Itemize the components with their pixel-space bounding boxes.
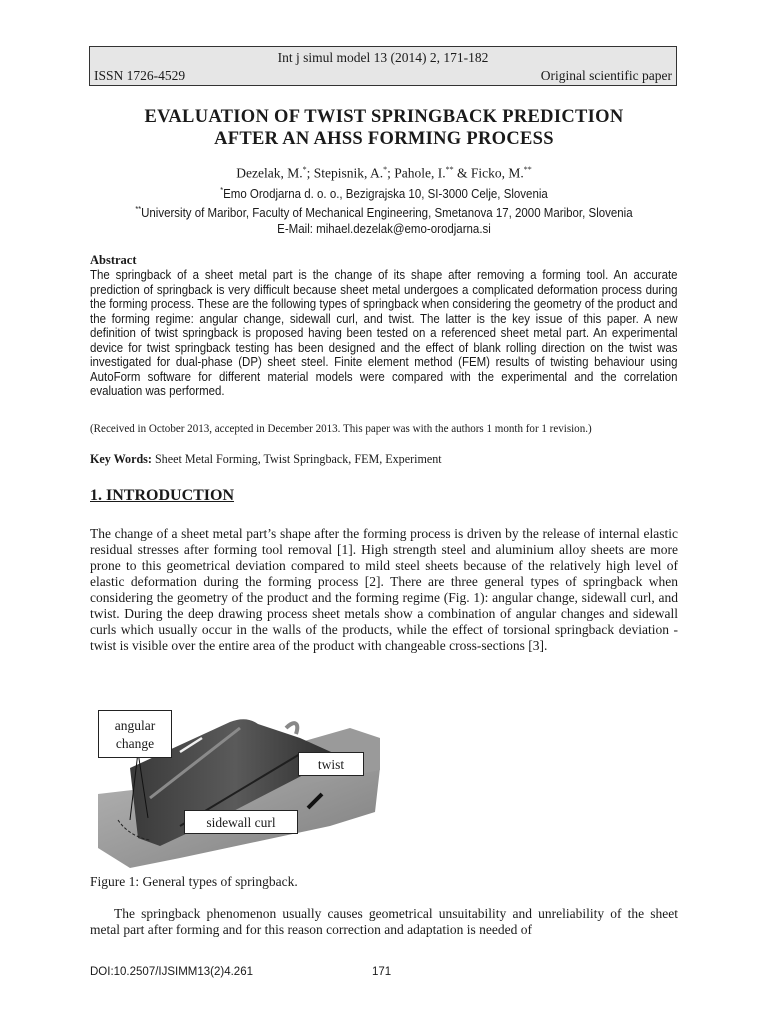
keywords [90,451,685,467]
paper-title [90,106,678,150]
twist-arrow [286,723,297,734]
intro-paragraph-1: The change of a sheet metal part’s shape after the forming process is driven by the release of internal elastic residual stresses after forming tool removal [1]. High strength steel and aluminium alloy sheets are more prone to this geometrical deviation compared to mild steel sheets because of the relatively high level of elastic deformation during the forming process [2]. There are three general types of springback when considering the geometry of the product and the forming regime (Fig. 1): angular change, sidewall curl, and twist. During the deep drawing process sheet metals show a combination of angular changes and sidewall curls which usually occur in the walls of the products, while the effect of torsional springback deviation - twist is visible over the entire area of the product with changeable cross-sections [3]. [90,526,678,653]
author-4-mark: ** [523,165,532,174]
section-heading-introduction: 1. INTRODUCTION [90,487,235,504]
title-line-1: EVALUATION OF TWIST SPRINGBACK PREDICTION [144,107,624,127]
affiliation-2-text: University of Maribor, Faculty of Mechanical Engineering, Smetanova 17, 2000 Maribor, Slovenia [141,206,633,221]
label-angular-change: angular change [98,710,172,758]
title-line-2: AFTER AN AHSS FORMING PROCESS [214,129,554,149]
abstract-text: The springback of a sheet metal part is the change of its shape after removing a forming tool. An accurate prediction of springback is very difficult because sheet metal undergoes a complicated deformation process during the forming process. These are the following types of springback when considering the geometry of the product and the forming regime: angular change, sidewall curl, and twist. The latter is the key issue of this paper. A new definition of twist springback is proposed having been tested on a referenced sheet metal part. An experimental device for twist springback testing has been designed and the effect of blank rolling direction on the twist was investigated for dual-phase (DP) sheet steel. Finite element method (FEM) results of twisting behaviour using AutoForm software for different material models were compared with the experimental and the correlation evaluation was performed. [90,268,678,398]
issn: ISSN 1726-4529 [94,68,186,83]
author-list [90,165,678,182]
author-3-mark: ** [445,165,454,174]
figure-1 [90,708,382,868]
affiliation-1 [114,186,655,201]
author-1-mark: * [302,165,307,174]
author-1: Dezelak, M. [236,165,303,181]
author-4: & Ficko, M. [453,165,524,181]
keywords-label: Key Words: [90,451,152,466]
author-2: ; Stepisnik, A. [306,165,384,181]
received-note: (Received in October 2013, accepted in December 2013. This paper was with the authors 1 month for 1 revision.) [90,421,592,435]
abstract-heading: Abstract [90,253,137,267]
journal-citation: Int j simul model 13 (2014) 2, 171-182 [277,50,489,65]
footer-doi: DOI:10.2507/IJSIMM13(2)4.261 [90,966,253,978]
author-email: E-Mail: mihael.dezelak@emo-orodjarna.si [277,222,491,236]
journal-header-box [89,46,677,86]
figure-1-caption: Figure 1: General types of springback. [90,874,298,889]
paper-type: Original scientific paper [540,68,672,83]
affiliation-2-mark: ** [135,205,142,214]
affiliation-1-mark: * [220,186,224,195]
keywords-text: Sheet Metal Forming, Twist Springback, FEM, Experiment [151,451,442,466]
label-twist: twist [298,752,364,776]
author-3: ; Pahole, I. [387,165,446,181]
intro-paragraph-2: The springback phenomenon usually causes geometrical unsuitability and unreliability of the sheet metal part after forming and for this reason correction and adaptation is needed of [90,906,678,937]
page-number: 171 [372,966,392,978]
abstract-body [90,268,678,399]
affiliation-1-text: Emo Orodjarna d. o. o., Bezigrajska 10, SI-3000 Celje, Slovenia [223,187,548,202]
label-sidewall-curl: sidewall curl [184,810,298,834]
affiliation-2 [114,205,655,220]
author-2-mark: * [383,165,388,174]
